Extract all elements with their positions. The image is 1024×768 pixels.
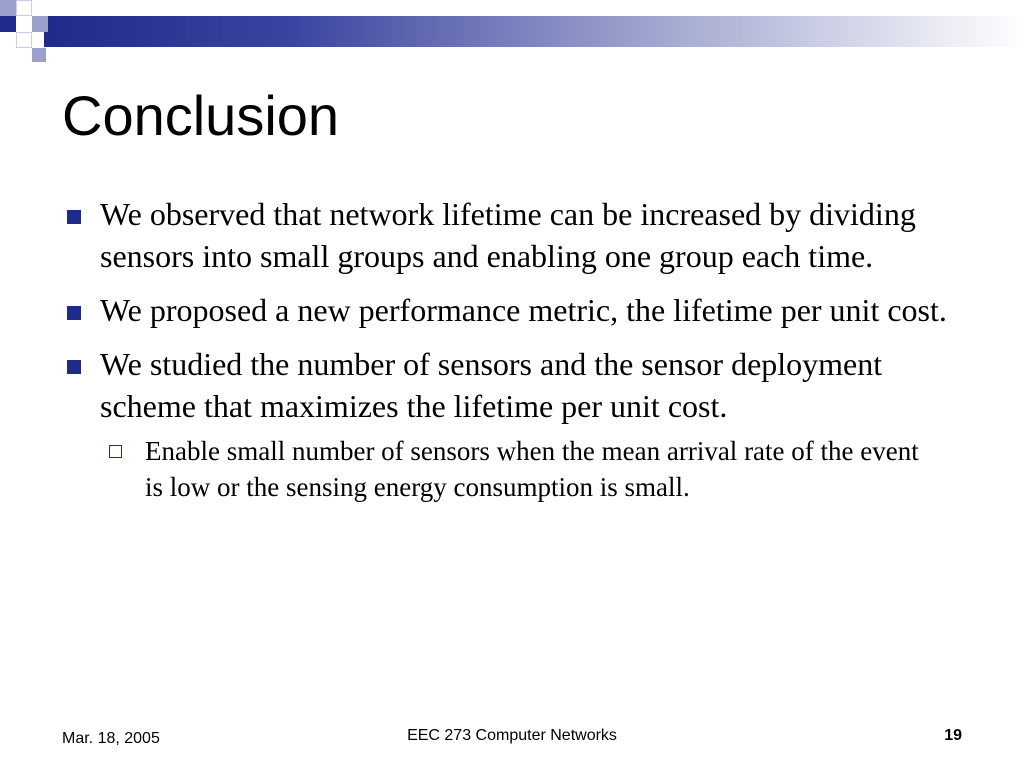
decor-square: [16, 0, 32, 16]
bullet-item: [62, 343, 962, 427]
footer-date: Mar. 18, 2005: [62, 730, 160, 747]
bullet-text: We studied the number of sensors and the sensor deployment scheme that maximizes the lifetime per unit cost.: [100, 346, 883, 424]
decor-square: [0, 16, 16, 32]
bullet-list: [62, 193, 962, 505]
decor-square: [32, 48, 46, 62]
sub-bullet-item: [109, 433, 925, 505]
decor-square: [0, 0, 16, 16]
bullet-item: [62, 193, 962, 277]
header-gradient-bar: [44, 16, 1024, 47]
decor-square: [16, 32, 32, 48]
square-bullet-icon: [67, 360, 81, 374]
slide-title: Conclusion: [62, 84, 340, 147]
square-bullet-icon: [67, 210, 81, 224]
bullet-text: We observed that network lifetime can be increased by dividing sensors into small groups and enabling one group each time.: [100, 196, 916, 274]
sub-bullet-text: Enable small number of sensors when the mean arrival rate of the event is low or the sensing energy consumption is small.: [145, 436, 919, 502]
bullet-item: [62, 289, 962, 331]
bullet-text: We proposed a new performance metric, the lifetime per unit cost.: [100, 292, 947, 328]
square-bullet-icon: [67, 306, 81, 320]
footer-course-title: EEC 273 Computer Networks: [407, 727, 617, 744]
page-number: 19: [944, 727, 962, 744]
decor-square: [32, 16, 48, 32]
hollow-square-bullet-icon: [109, 445, 122, 458]
